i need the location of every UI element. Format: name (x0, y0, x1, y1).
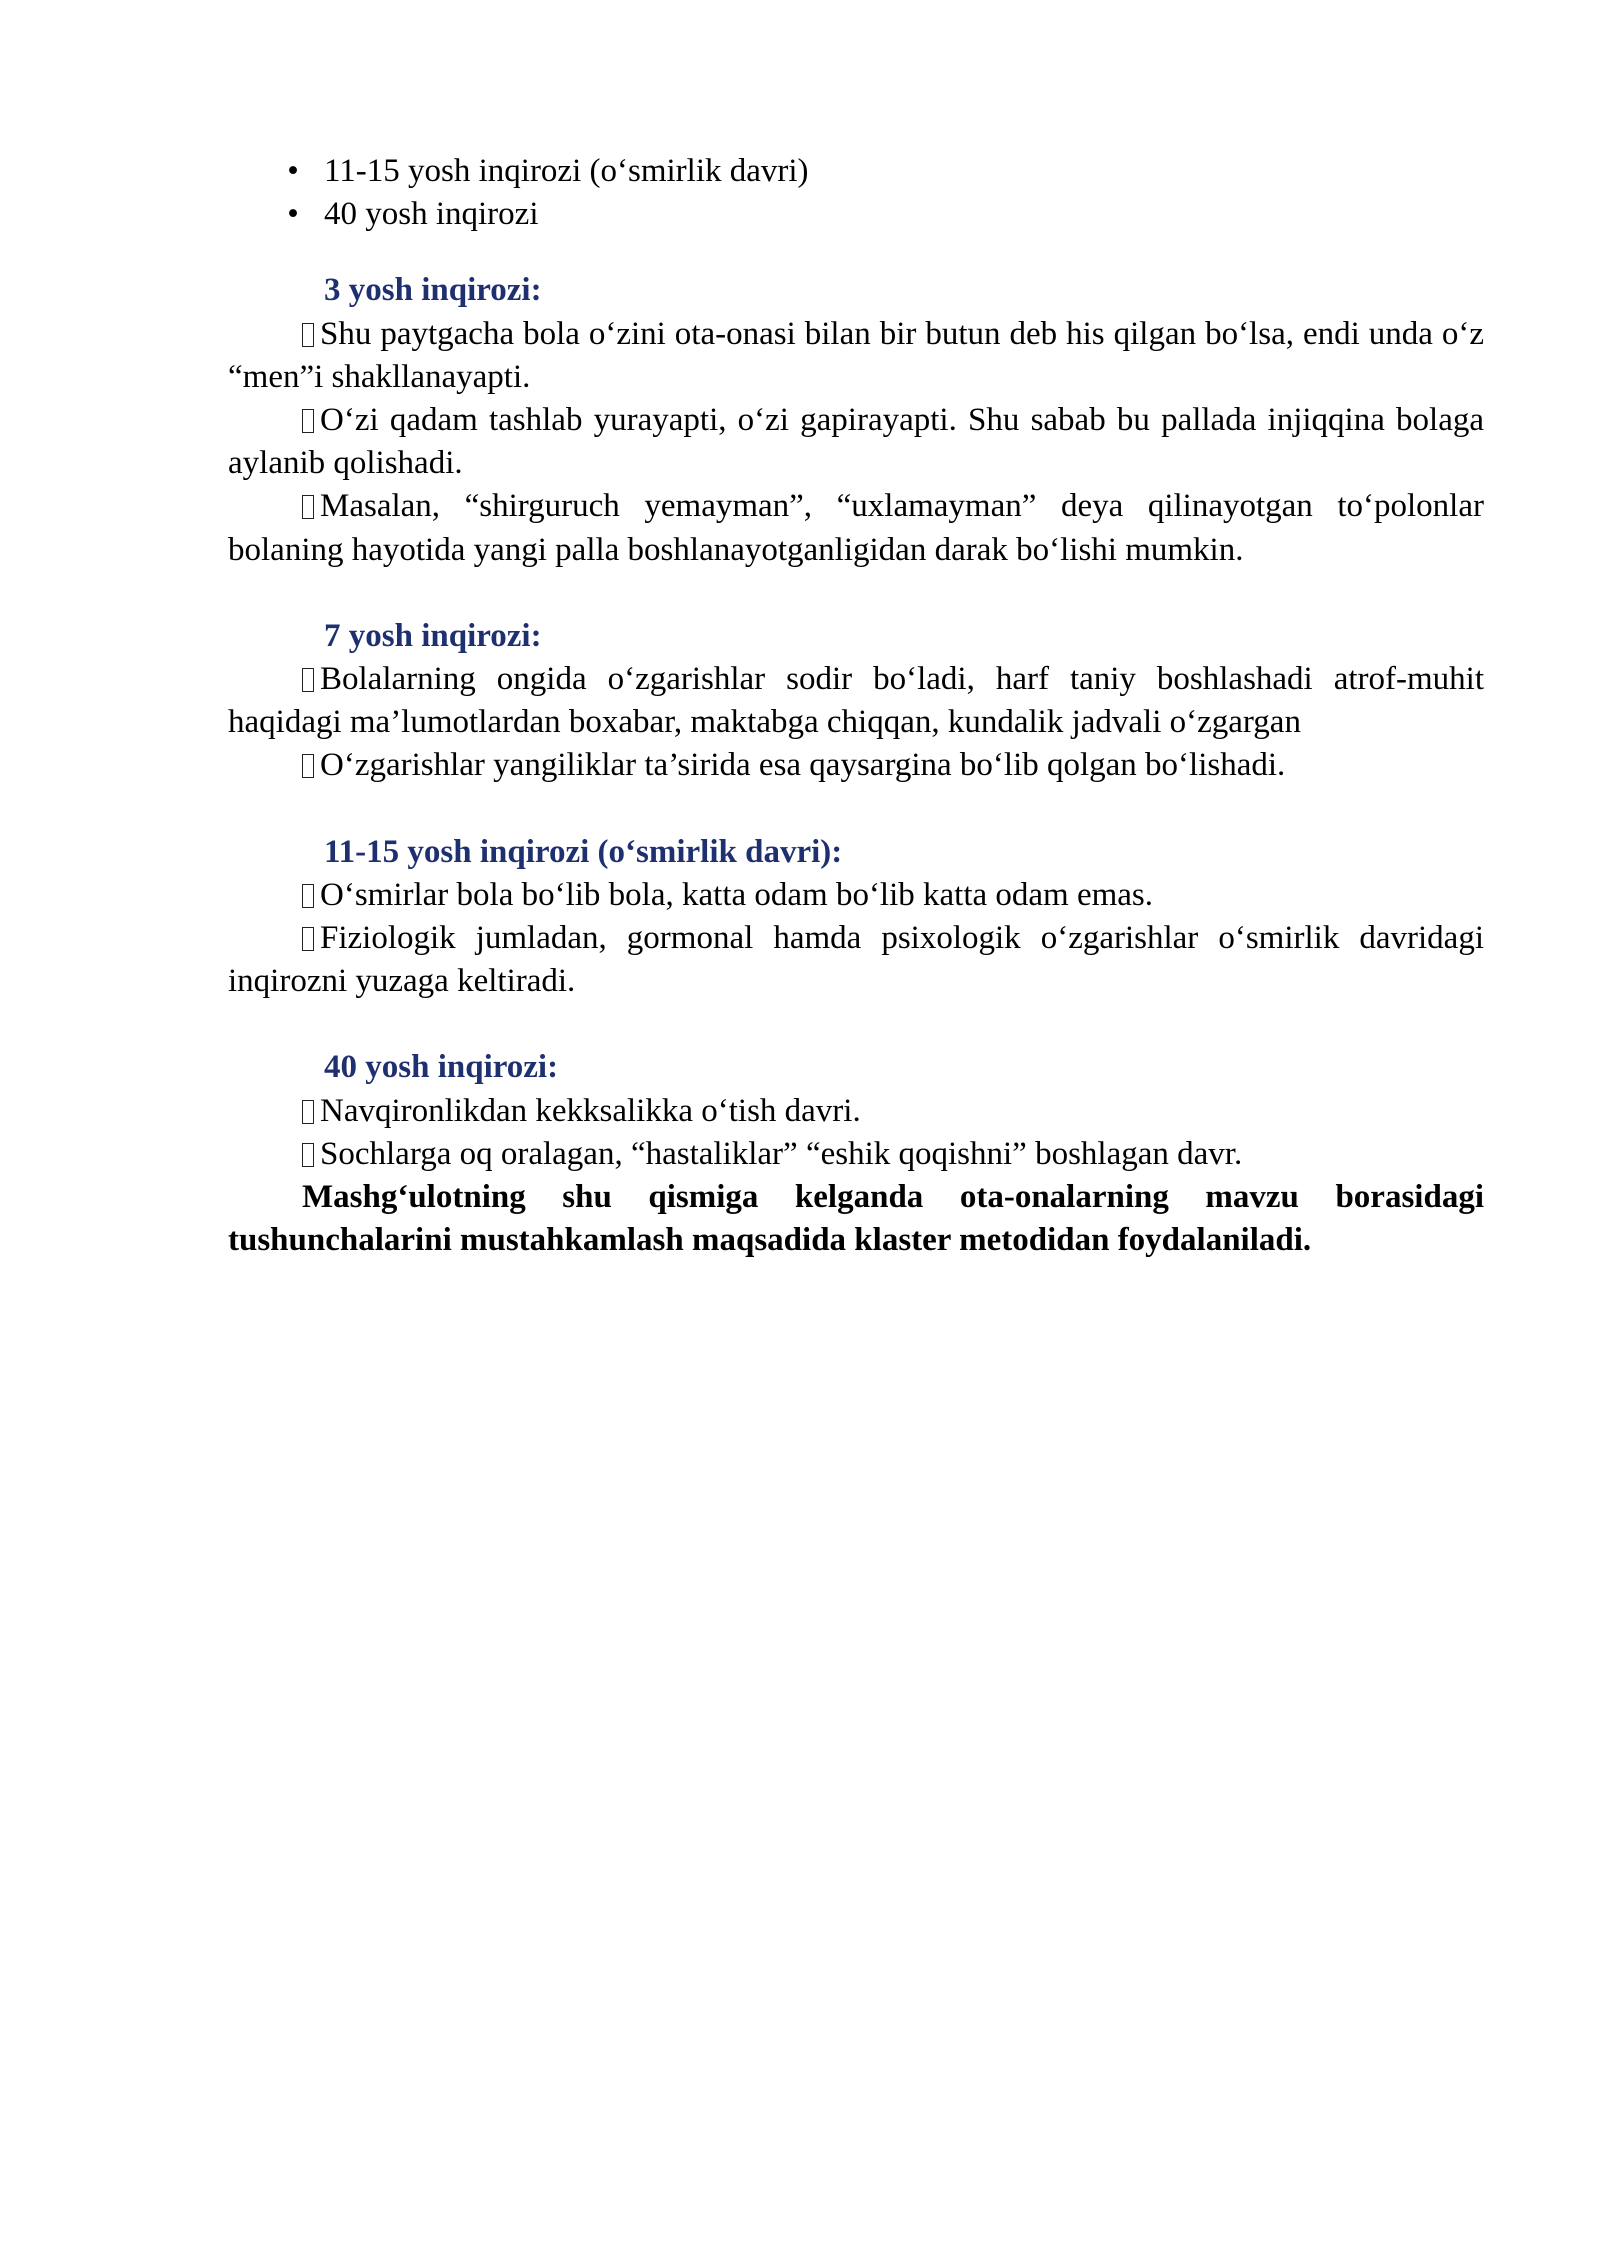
missing-glyph-box-icon (302, 409, 314, 433)
section-3-yosh (228, 269, 1484, 571)
section-heading: 3 yosh inqirozi: (324, 272, 542, 309)
missing-glyph-box-icon (302, 1100, 314, 1124)
paragraph-text: Shu paytgacha bola o‘zini ota-onasi bilan bir butun deb his qilgan bo‘lsa, endi unda o‘z “men”i shakllanayapti. (228, 315, 1484, 395)
paragraph-text: Navqironlikdan kekksalikka o‘tish davri. (320, 1092, 861, 1129)
missing-glyph-box-icon (302, 1143, 314, 1167)
document-page (228, 150, 1484, 1262)
paragraph-text: Masalan, “shirguruch yemayman”, “uxlamayman” deya qilinayotgan to‘polonlar bolaning hayotida yangi palla boshlanayotganligidan darak bo‘lishi mumkin. (228, 488, 1484, 568)
paragraph-text: O‘zi qadam tashlab yurayapti, o‘zi gapirayapti. Shu sabab bu pallada injiqqina bolaga aylanib qolishadi. (228, 402, 1484, 482)
section-heading: 40 yosh inqirozi: (324, 1049, 559, 1086)
list-item (228, 150, 1484, 193)
paragraph (228, 485, 1484, 571)
paragraph-text: Sochlarga oq oralagan, “hastaliklar” “eshik qoqishni” boshlagan davr. (320, 1135, 1243, 1172)
section-heading: 7 yosh inqirozi: (324, 617, 542, 654)
missing-glyph-box-icon (302, 927, 314, 951)
missing-glyph-box-icon (302, 754, 314, 778)
section-11-15-yosh (228, 831, 1484, 1004)
section-40-yosh (228, 1046, 1484, 1262)
list-item (228, 193, 1484, 236)
bullet-text: 11-15 yosh inqirozi (o‘smirlik davri) (324, 153, 809, 189)
bullet-icon: • (287, 196, 299, 233)
paragraph (228, 744, 1484, 787)
paragraph (228, 313, 1484, 399)
paragraph (228, 1133, 1484, 1176)
bullet-icon: • (287, 153, 299, 189)
paragraph-text: O‘smirlar bola bo‘lib bola, katta odam bo‘lib katta odam emas. (320, 876, 1154, 913)
paragraph (228, 874, 1484, 917)
section-7-yosh (228, 615, 1484, 788)
missing-glyph-box-icon (302, 323, 314, 347)
paragraph-text: O‘zgarishlar yangiliklar ta’sirida esa qaysargina bo‘lib qolgan bo‘lishadi. (320, 747, 1286, 784)
paragraph (228, 658, 1484, 744)
missing-glyph-box-icon (302, 884, 314, 908)
bullet-list (228, 150, 1484, 236)
closing-paragraph: Mashg‘ulotning shu qismiga kelganda ota-onalarning mavzu borasidagi tushunchalarini mustahkamlash maqsadida klaster metodidan foydalaniladi. (228, 1179, 1484, 1259)
section-heading: 11-15 yosh inqirozi (o‘smirlik davri): (324, 833, 843, 870)
bullet-text: 40 yosh inqirozi (324, 196, 539, 233)
paragraph-text: Fiziologik jumladan, gormonal hamda psixologik o‘zgarishlar o‘smirlik davridagi inqirozni yuzaga keltiradi. (228, 920, 1484, 1000)
paragraph (228, 1090, 1484, 1133)
paragraph-text: Bolalarning ongida o‘zgarishlar sodir bo‘ladi, harf taniy boshlashadi atrof-muhit haqidagi ma’lumotlardan boxabar, maktabga chiqqan, kundalik jadvali o‘zgargan (228, 661, 1484, 741)
paragraph (228, 917, 1484, 1003)
missing-glyph-box-icon (302, 495, 314, 519)
missing-glyph-box-icon (302, 668, 314, 692)
paragraph (228, 399, 1484, 485)
